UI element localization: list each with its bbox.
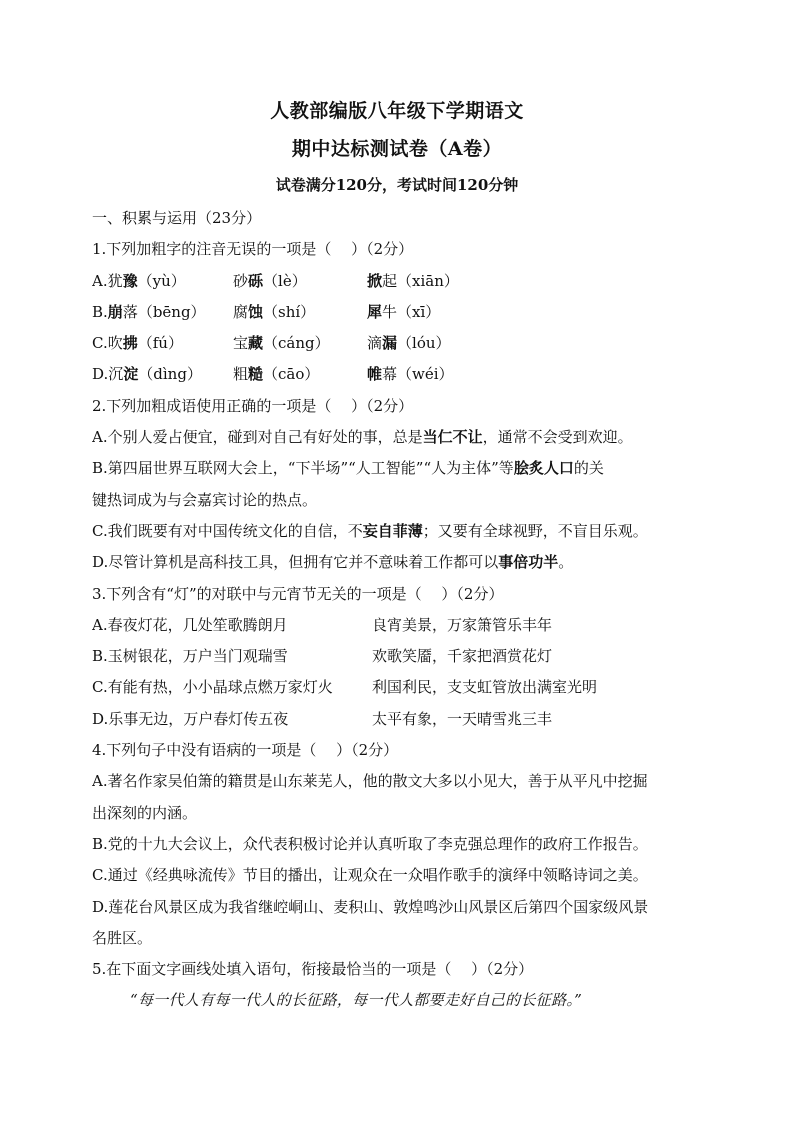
q1-option-b-item1: B.崩落（bēng）: [92, 302, 206, 321]
q2-option-b-continued: 键热词成为与会嘉宾讨论的热点。: [92, 490, 318, 509]
q2-option-c: C.我们既要有对中国传统文化的自信，不妄自菲薄；又要有全球视野，不盲目乐观。: [92, 521, 648, 540]
document-title-line2: 期中达标测试卷（A卷）: [291, 138, 503, 160]
q4-option-b: B.党的十九大会议上，众代表积极讨论并认真听取了李克强总理作的政府工作报告。: [92, 834, 648, 853]
exam-info-subtitle: 试卷满分120分，考试时间120分钟: [275, 176, 519, 194]
q1-option-c-item2: 宝藏（cáng）: [233, 334, 330, 353]
q1-option-a-item3: 掀起（xiān）: [367, 271, 459, 290]
section-heading: 一、积累与运用（23分）: [92, 209, 262, 227]
q1-option-c-item3: 滴漏（lóu）: [367, 334, 451, 353]
q1-option-d-item2: 粗糙（cāo）: [233, 365, 320, 384]
q1-option-a-item1: A.犹豫（yù）: [92, 271, 186, 290]
q1-option-b-item3: 犀牛（xī）: [367, 302, 441, 321]
question-2-stem: 2.下列加粗成语使用正确的一项是（ ）（2分）: [92, 396, 414, 415]
q4-option-a-continued: 出深刻的内涵。: [92, 803, 198, 822]
q2-option-b: B.第四届世界互联网大会上，“下半场”“人工智能”“人为主体”等脍炙人口的关: [92, 459, 604, 478]
q1-option-row: [92, 297, 702, 328]
q1-option-row: [92, 328, 702, 359]
q1-option-a-item2: 砂砾（lè）: [233, 271, 307, 290]
q5-quote-passage: “每一代人有每一代人的长征路，每一代人都要走好自己的长征路。”: [130, 991, 583, 1010]
question-3-stem: 3.下列含有“灯”的对联中与元宵节无关的一项是（ ）（2分）: [92, 584, 504, 603]
q4-option-c: C.通过《经典咏流传》节目的播出，让观众在一众唱作歌手的演绎中领略诗词之美。: [92, 866, 648, 885]
q2-option-d: D.尽管计算机是高科技工具，但拥有它并不意味着工作都可以事倍功半。: [92, 553, 574, 572]
question-4-stem: 4.下列句子中没有语病的一项是（ ）（2分）: [92, 741, 399, 760]
q3-option-a: A.春夜灯花，几处笙歌腾朗月 良宵美景，万家箫管乐丰年: [92, 615, 553, 634]
q3-option-c: C.有能有热，小小晶球点燃万家灯火 利国利民，支支虹管放出满室光明: [92, 678, 598, 697]
q3-option-d: D.乐事无边，万户春灯传五夜 太平有象，一天晴雪兆三丰: [92, 709, 553, 728]
q3-option-b: B.玉树银花，万户当门观瑞雪 欢歌笑靥，千家把酒赏花灯: [92, 647, 553, 666]
q1-option-b-item2: 腐蚀（shí）: [233, 302, 316, 321]
q1-option-row: [92, 266, 702, 297]
q1-option-d-item3: 帷幕（wéi）: [367, 365, 454, 384]
q4-option-a: A.著名作家吴伯箫的籍贯是山东莱芜人，他的散文大多以小见大，善于从平凡中挖掘: [92, 772, 648, 791]
exam-content: [92, 203, 702, 1017]
q2-option-a: A.个别人爱占便宜，碰到对自己有好处的事，总是当仁不让，通常不会受到欢迎。: [92, 428, 633, 447]
q4-option-d-continued: 名胜区。: [92, 928, 153, 947]
q1-option-d-item1: D.沉淀（dìng）: [92, 365, 202, 384]
question-1-stem: 1.下列加粗字的注音无误的一项是（ ）（2分）: [92, 240, 414, 259]
question-5-stem: 5.在下面文字画线处填入语句，衔接最恰当的一项是（ ）（2分）: [92, 960, 534, 979]
document-title-line1: 人教部编版八年级下学期语文: [270, 100, 524, 122]
q1-option-row: [92, 359, 702, 390]
q1-option-c-item1: C.吹拂（fú）: [92, 334, 183, 353]
q4-option-d: D.莲花台风景区成为我省继崆峒山、麦积山、敦煌鸣沙山风景区后第四个国家级风景: [92, 897, 649, 916]
